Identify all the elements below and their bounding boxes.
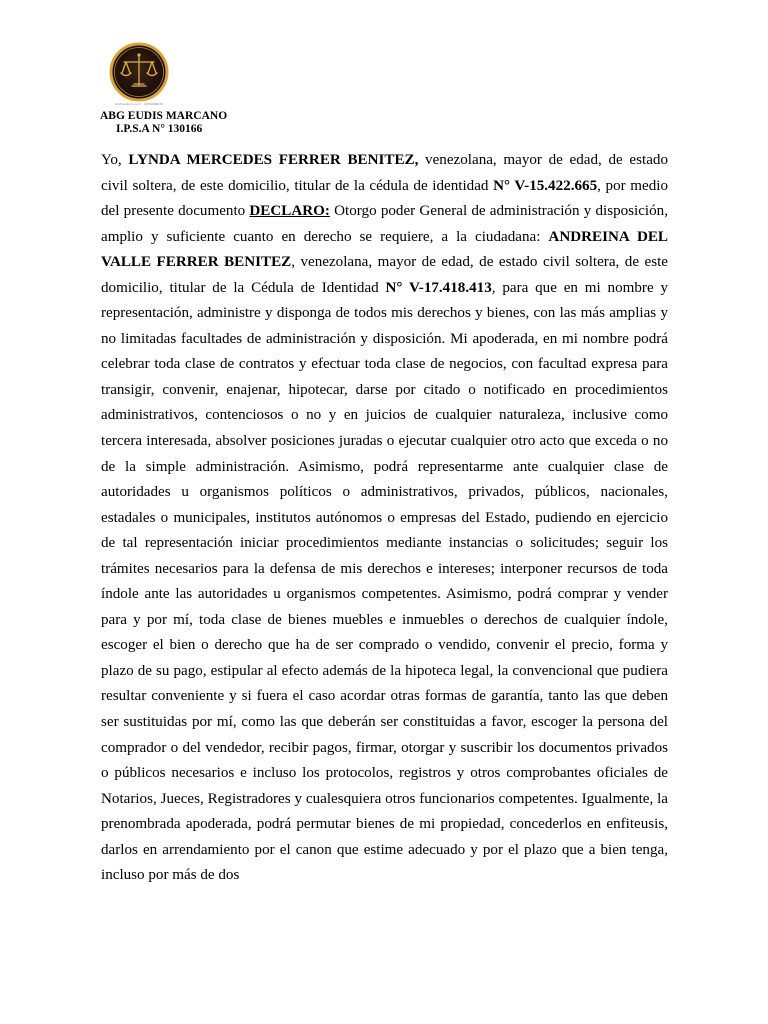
body-segment: , para que en mi nombre y representación, administre y disponga de todos mis derechos y bienes, con las más amplias y no limitadas facultades de administración y disposición. Mi apoderada, en mi nombre podrá celebrar toda clase de contratos y efectuar toda clase de negocios, con facultad expresa para transigir, convenir, enajenar, hipotecar, darse por citado o notificado en procedimientos administrativos, contenciosos o no y en juicios de cualquier naturaleza, inclusive como tercera interesada, absolver posiciones juradas o ejecutar cualquier otro acto que exceda o no de la simple administración. Asimismo, podrá representarme ante cualquier clase de autoridades u organismos políticos o administrativos, privados, públicos, nacionales, estadales o municipales, institutos autónomos o empresas del Estado, pudiendo en ejercicio de tal representación iniciar procedimientos mediante instancias o solicitudes; seguir los trámites necesarios para la defensa de mis derechos e intereses; interponer recursos de toda índole ante las autoridades u organismos competentes. Asimismo, podrá comprar y vender para y por mí, toda clase de bienes muebles e inmuebles o derechos de cualquier índole, escoger el bien o derecho que ha de ser comprado o vendido, convenir el precio, forma y plazo de su pago, estipular al efecto además de la hipoteca legal, la convencional que pudiera resultar conveniente y si fuera el caso acordar otras formas de garantía, tanto las que deben ser sustituidas por mí, como las que deberán ser constituidas a favor, escoger la persona del comprador o del vendedor, recibir pagos, firmar, otorgar y suscribir los documentos privados o públicos necesarios e incluso los protocolos, registros y otros comprobantes oficiales de Notarios, Jueces, Registradores y cualesquiera otros funcionarios competentes. Igualmente, la prenombrada apoderada, podrá permutar bienes de mi propiedad, concederlos en enfiteusis, darlos en arrendamiento por el canon que estime adecuado y por el plazo que a bien tenga, incluso por más de dos xyxy=(101,279,669,884)
ipsa-number: I.P.S.A N° 130166 xyxy=(116,123,203,135)
grantor-name: LYNDA MERCEDES FERRER BENITEZ, xyxy=(128,152,419,168)
attorney-name: ANDREINA DEL VALLE FERRER BENITEZ xyxy=(101,228,668,271)
logo-caption: shutterstock.com · 1836046630 xyxy=(114,102,164,106)
body-segment: venezolana, mayor de edad, de estado civil soltera, de este domicilio, titular de la cédula de identidad xyxy=(101,152,668,194)
declaration-paragraph xyxy=(101,148,668,889)
body-segment: , por medio del presente documento xyxy=(101,177,669,220)
letterhead xyxy=(100,110,227,136)
declaro-heading: DECLARO: xyxy=(249,203,330,220)
firm-name: ABG EUDIS MARCANO xyxy=(100,110,228,122)
body-segment: , venezolana, mayor de edad, de estado civil soltera, de este domicilio, titular de la Cédula de Identidad xyxy=(101,254,668,296)
grantor-id: N° V-15.422.665 xyxy=(493,177,598,194)
body-segment: Otorgo poder General de administración y disposición, amplio y suficiente cuanto en derecho se requiere, a la ciudadana: xyxy=(101,203,668,245)
attorney-id: N° V-17.418.413 xyxy=(385,279,492,296)
scales-of-justice-seal-icon xyxy=(103,42,175,108)
body-segment: Yo, xyxy=(101,152,129,168)
